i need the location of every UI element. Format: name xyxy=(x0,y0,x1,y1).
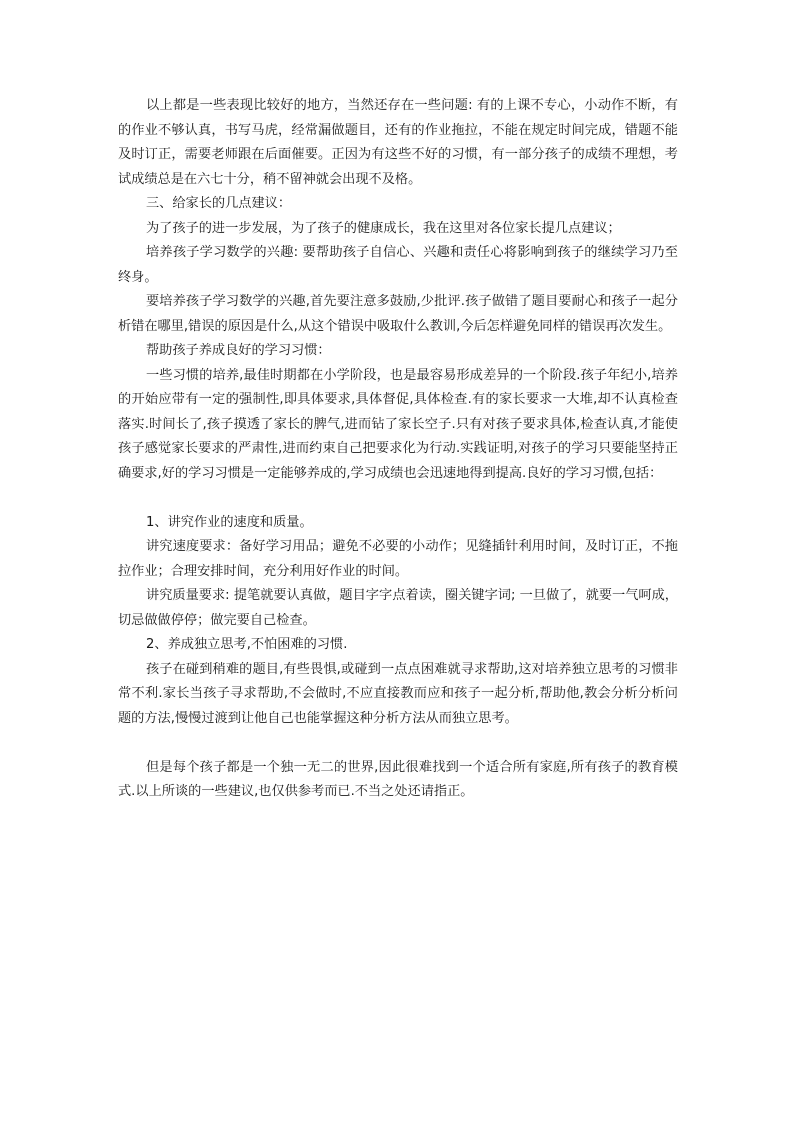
paragraph-interest-detail: 要培养孩子学习数学的兴趣,首先要注意多鼓励,少批评.孩子做错了题目要耐心和孩子一起分析错在哪里,错误的原因是什么,从这个错误中吸取什么教训,今后怎样避免同样的错误再次发生。 xyxy=(118,294,678,334)
paragraph-habits-detail: 一些习惯的培养,最佳时期都在小学阶段，也是最容易形成差异的一个阶段.孩子年纪小,培养的开始应带有一定的强制性,即具体要求,具体督促,具体检查.有的家长要求一大堆,却不认真检查落实.时间长了,孩子摸透了家长的脾气,进而钻了家长空子.只有对孩子要求具体,检查认真,才能使孩子感觉家长要求的严肃性,进而约束自己把要求化为行动.实践证明,对孩子的学习只要能坚持正确要求,好的学习习惯是一定能够养成的,学习成绩也会迅速地得到提高.良好的学习习惯,包括： xyxy=(118,367,678,481)
paragraph-problems: 以上都是一些表现比较好的地方，当然还存在一些问题: 有的上课不专心，小动作不断，有的作业不够认真，书写马虎，经常漏做题目，还有的作业拖拉，不能在规定时间完成，错题不能及时订正，需要老师跟在后面催要。正因为有这些不好的习惯，有一部分孩子的成绩不理想，考试成绩总是在六七十分，稍不留神就会出现不及格。 xyxy=(118,98,678,187)
paragraph-interest-heading: 培养孩子学习数学的兴趣: 要帮助孩子自信心、兴趣和责任心将影响到孩子的继续学习乃至终身。 xyxy=(118,245,678,285)
paragraph-quality-requirements: 讲究质量要求: 提笔就要认真做，题目字字点着读，圈关键字词; 一旦做了，就要一气呵成，切忌做做停停；做完要自己检查。 xyxy=(118,588,678,628)
section-heading-parent-advice: 三、给家长的几点建议： xyxy=(146,196,292,211)
paragraph-conclusion: 但是每个孩子都是一个独一无二的世界,因此很难找到一个适合所有家庭,所有孩子的教育模式.以上所谈的一些建议,也仅供参考而已.不当之处还请指正。 xyxy=(118,759,678,799)
paragraph-advice-intro: 为了孩子的进一步发展，为了孩子的健康成长，我在这里对各位家长提几点建议； xyxy=(146,220,621,236)
paragraph-independent-thinking-detail: 孩子在碰到稍难的题目,有些畏惧,或碰到一点点困难就寻求帮助,这对培养独立思考的习惯非常不利.家长当孩子寻求帮助,不会做时,不应直接教而应和孩子一起分析,帮助他,教会分析分析问题的方法,慢慢过渡到让他自己也能掌握这种分析方法从而独立思考。 xyxy=(118,661,678,726)
list-item-homework-heading: 1、讲究作业的速度和质量。 xyxy=(146,514,313,530)
document-page xyxy=(118,94,678,805)
blank-line xyxy=(118,486,678,511)
paragraph-habits-heading: 帮助孩子养成良好的学习习惯： xyxy=(146,343,331,358)
list-item-independent-thinking-heading: 2、养成独立思考,不怕困难的习惯. xyxy=(146,637,348,652)
blank-line xyxy=(118,731,678,756)
paragraph-speed-requirements: 讲究速度要求：备好学习用品；避免不必要的小动作；见缝插针利用时间，及时订正，不拖拉作业；合理安排时间，充分利用好作业的时间。 xyxy=(118,539,678,579)
